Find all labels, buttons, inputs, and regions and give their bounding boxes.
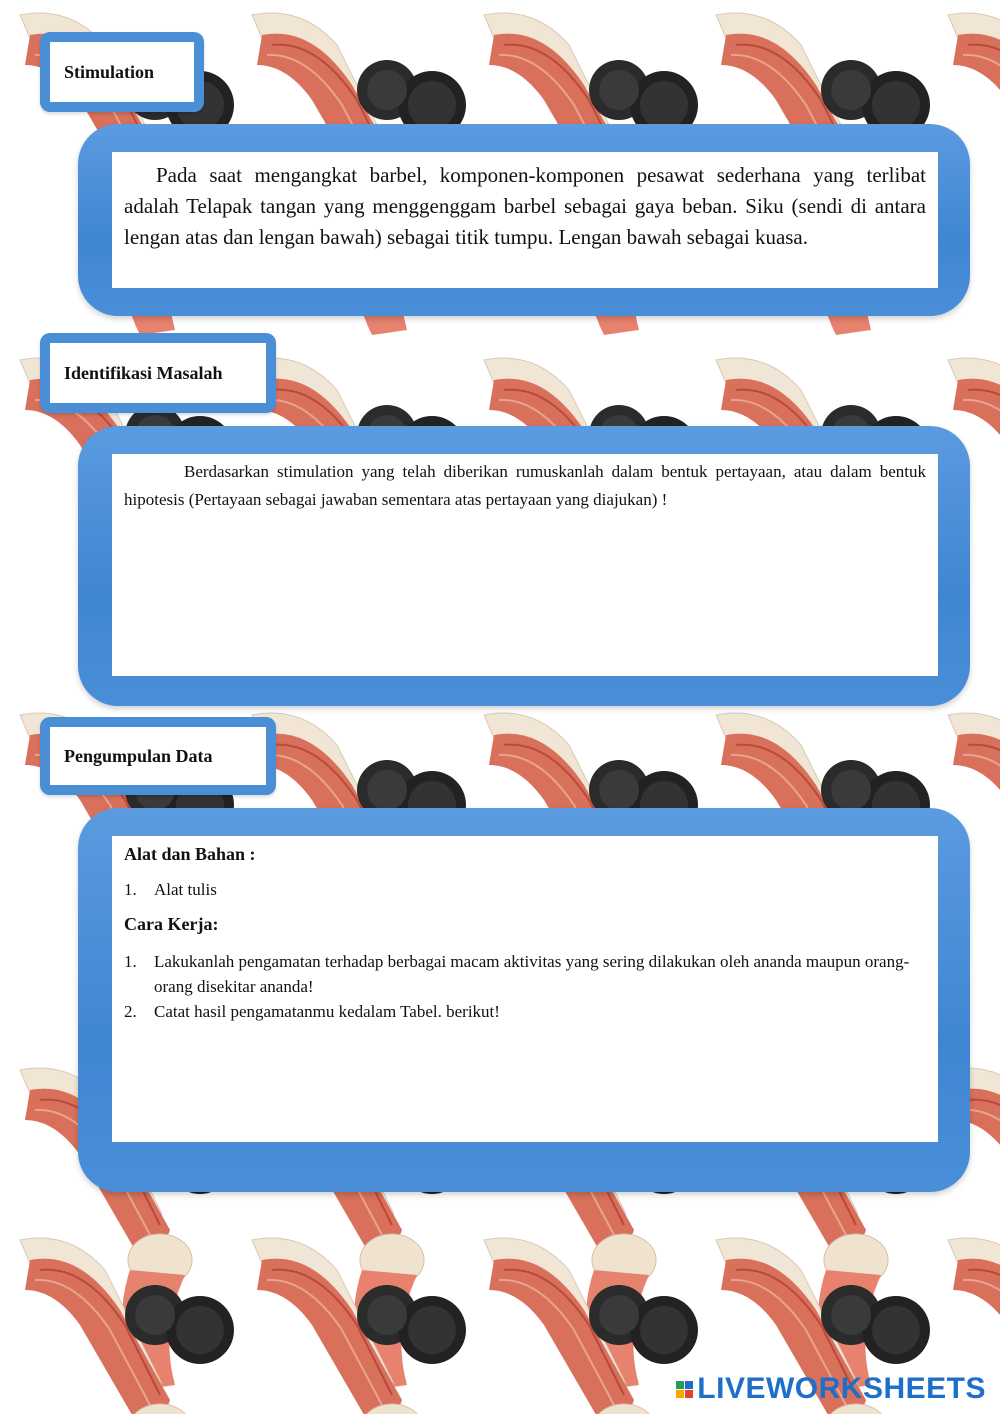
pengumpulan-label: Pengumpulan Data [50,727,266,785]
cara-kerja-list [124,949,926,1024]
stimulation-content [112,152,938,288]
alat-bahan-list [124,877,926,902]
liveworksheets-logo-text: LIVEWORKSHEETS [697,1372,986,1405]
list-item-text: Lakukanlah pengamatan terhadap berbagai macam aktivitas yang sering dilakukan oleh ananda maupun orang-orang disekitar ananda! [154,952,910,996]
liveworksheets-logo[interactable] [676,1372,986,1406]
list-item-number: 1. [124,952,137,971]
stimulation-label: Stimulation [50,42,194,102]
list-item [124,877,926,902]
list-item [124,999,926,1024]
stimulation-text: Pada saat mengangkat barbel, komponen-komponen pesawat sederhana yang terlibat adalah Telapak tangan yang menggenggam barbel sebagai gaya beban. Siku (sendi di antara lengan atas dan lengan bawah) sebagai titik tumpu. Lengan bawah sebagai kuasa. [124,163,926,249]
identifikasi-text: Berdasarkan stimulation yang telah diberikan rumuskanlah dalam bentuk pertayaan, atau dalam bentuk hipotesis (Pertayaan sebagai jawaban sementara atas pertayaan yang diajukan) ! [124,462,926,509]
stimulation-panel [78,124,970,316]
list-item-text: Catat hasil pengamatanmu kedalam Tabel. berikut! [154,1002,500,1021]
identifikasi-answer-area[interactable] [112,454,938,676]
stimulation-tab [40,32,204,112]
identifikasi-label: Identifikasi Masalah [50,343,266,403]
identifikasi-panel [78,426,970,706]
identifikasi-tab [40,333,276,413]
liveworksheets-icon [676,1381,693,1398]
list-item-number: 2. [124,1002,137,1021]
list-item-number: 1. [124,880,137,899]
pengumpulan-tab [40,717,276,795]
list-item [124,949,926,999]
alat-bahan-heading: Alat dan Bahan : [124,844,256,864]
pengumpulan-content [112,836,938,1142]
pengumpulan-panel [78,808,970,1192]
cara-kerja-heading: Cara Kerja: [124,914,219,934]
list-item-text: Alat tulis [154,880,217,899]
